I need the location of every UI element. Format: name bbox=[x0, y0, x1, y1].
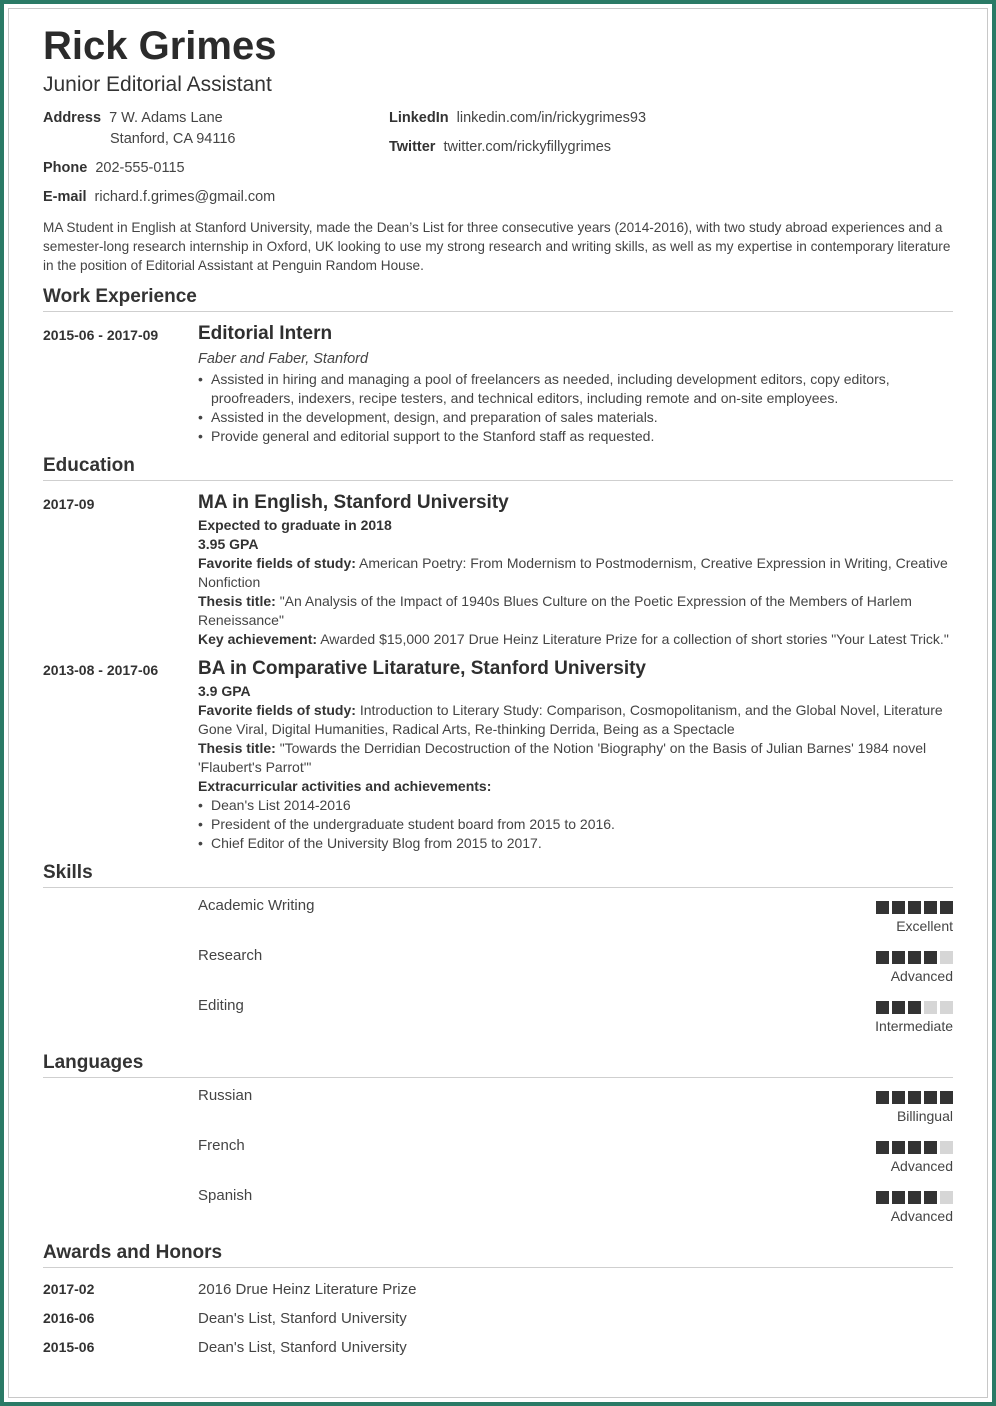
education-gpa bbox=[198, 682, 953, 701]
section-title-awards: Awards and Honors bbox=[43, 1241, 953, 1268]
language-level: Billingual bbox=[896, 1108, 953, 1124]
fields-value: Introduction to Literary Study: Comparison, Cosmopolitanism, and the Global Novel, Literature Gone Viral, Digital Humanities, Radical Arts, Re-thinking Derrida, Being as a Spectacle bbox=[198, 702, 943, 737]
skill-name: Academic Writing bbox=[198, 897, 315, 914]
education-thesis bbox=[198, 739, 953, 777]
rating-square-filled bbox=[908, 1001, 921, 1014]
linkedin-label: LinkedIn bbox=[389, 110, 449, 126]
address-line2: Stanford, CA 94116 bbox=[110, 131, 236, 147]
twitter-value[interactable]: twitter.com/rickyfillygrimes bbox=[443, 139, 612, 155]
gpa-text: 3.9 GPA bbox=[198, 683, 251, 699]
section-title-work: Work Experience bbox=[43, 285, 953, 312]
address-row bbox=[43, 108, 223, 129]
rating-square-filled bbox=[892, 1001, 905, 1014]
rating-square-filled bbox=[908, 901, 921, 914]
fields-label: Favorite fields of study: bbox=[198, 555, 356, 571]
languages-list bbox=[43, 1087, 953, 1237]
awards-list bbox=[43, 1281, 953, 1368]
phone-value: 202-555-0115 bbox=[95, 160, 185, 176]
education-entry-ba bbox=[43, 657, 953, 853]
skill-rating bbox=[873, 1001, 953, 1014]
rating-square-filled bbox=[876, 901, 889, 914]
education-extra-label bbox=[198, 777, 953, 796]
rating-square-filled bbox=[908, 1141, 921, 1154]
skill-level: Advanced bbox=[890, 968, 953, 984]
skill-level: Intermediate bbox=[875, 1018, 953, 1034]
skill-rating bbox=[873, 951, 953, 964]
skill-rating bbox=[873, 901, 953, 914]
rating-square-filled bbox=[908, 951, 921, 964]
education-entry-ma bbox=[43, 491, 953, 649]
language-name: French bbox=[198, 1137, 245, 1154]
work-entry-date: 2015-06 - 2017-09 bbox=[43, 327, 159, 343]
rating-square-empty bbox=[924, 1001, 937, 1014]
resume-page bbox=[43, 24, 953, 1368]
award-row bbox=[43, 1339, 953, 1368]
achievement-value: Awarded $15,000 2017 Drue Heinz Literature Prize for a collection of short stories "Your Latest Trick." bbox=[320, 631, 949, 647]
email-label: E-mail bbox=[43, 189, 87, 205]
education-expected bbox=[198, 516, 953, 535]
candidate-role: Junior Editorial Assistant bbox=[43, 73, 272, 96]
summary-text: MA Student in English at Stanford University, made the Dean’s List for three consecutive years (2014-2016), with two study abroad experiences and a semester-long research internship in Oxford, UK looking to use my strong research and writing skills, as well as my expertise in contemporary literature in the position of Editorial Assistant at Penguin Random House. bbox=[43, 220, 951, 273]
linkedin-row bbox=[389, 108, 646, 129]
rating-square-empty bbox=[940, 951, 953, 964]
rating-square-filled bbox=[892, 1141, 905, 1154]
education-extra-bullets bbox=[198, 796, 953, 853]
rating-square-empty bbox=[940, 1191, 953, 1204]
work-entry-bullets bbox=[198, 370, 953, 446]
education-thesis bbox=[198, 592, 953, 630]
fields-value: American Poetry: From Modernism to Postmodernism, Creative Expression in Writing, Creative Nonfiction bbox=[198, 555, 948, 590]
phone-row bbox=[43, 158, 185, 179]
contact-block bbox=[43, 108, 953, 218]
rating-square-filled bbox=[876, 1091, 889, 1104]
email-row bbox=[43, 187, 275, 208]
rating-square-filled bbox=[940, 901, 953, 914]
phone-label: Phone bbox=[43, 160, 88, 176]
address-line1: 7 W. Adams Lane bbox=[109, 110, 223, 126]
list-item: • Chief Editor of the University Blog from 2015 to 2017. bbox=[198, 834, 953, 853]
language-rating bbox=[873, 1191, 953, 1204]
rating-square-filled bbox=[876, 951, 889, 964]
list-item: • Provide general and editorial support to the Stanford staff as requested. bbox=[198, 427, 953, 446]
rating-square-filled bbox=[908, 1191, 921, 1204]
language-row bbox=[43, 1187, 953, 1237]
award-row bbox=[43, 1310, 953, 1339]
fields-label: Favorite fields of study: bbox=[198, 702, 356, 718]
skill-name: Editing bbox=[198, 997, 244, 1014]
extra-label: Extracurricular activities and achievements: bbox=[198, 778, 492, 794]
rating-square-filled bbox=[924, 1091, 937, 1104]
rating-square-filled bbox=[924, 1191, 937, 1204]
address-label: Address bbox=[43, 110, 102, 126]
gpa-text: 3.95 GPA bbox=[198, 536, 259, 552]
work-entry-position: Editorial Intern bbox=[198, 323, 333, 344]
language-level: Advanced bbox=[890, 1208, 953, 1224]
education-degree: BA in Comparative Litarature, Stanford University bbox=[198, 658, 647, 679]
linkedin-value[interactable]: linkedin.com/in/rickygrimes93 bbox=[456, 110, 647, 126]
thesis-value: "An Analysis of the Impact of 1940s Blues Culture on the Poetic Expression of the Members of Harlem Reneissance" bbox=[198, 593, 912, 628]
section-title-skills: Skills bbox=[43, 861, 953, 888]
rating-square-filled bbox=[892, 1091, 905, 1104]
award-date: 2015-06 bbox=[43, 1339, 95, 1355]
education-entry-body bbox=[198, 657, 953, 853]
language-rating bbox=[873, 1091, 953, 1104]
work-entry-company: Faber and Faber, Stanford bbox=[198, 351, 369, 367]
language-name: Russian bbox=[198, 1087, 253, 1104]
award-text: Dean's List, Stanford University bbox=[198, 1339, 407, 1356]
thesis-value: "Towards the Derridian Decostruction of the Notion 'Biography' on the Basis of Julian Barnes' 1984 novel 'Flaubert's Parrot'" bbox=[198, 740, 927, 775]
rating-square-empty bbox=[940, 1001, 953, 1014]
address-row-2 bbox=[110, 129, 236, 150]
award-date: 2017-02 bbox=[43, 1281, 95, 1297]
email-value[interactable]: richard.f.grimes@gmail.com bbox=[94, 189, 276, 205]
education-entry-date: 2013-08 - 2017-06 bbox=[43, 662, 159, 678]
rating-square-filled bbox=[876, 1191, 889, 1204]
rating-square-filled bbox=[892, 951, 905, 964]
section-title-education: Education bbox=[43, 454, 953, 481]
award-row bbox=[43, 1281, 953, 1310]
rating-square-filled bbox=[940, 1091, 953, 1104]
rating-square-filled bbox=[924, 901, 937, 914]
award-date: 2016-06 bbox=[43, 1310, 95, 1326]
education-achievement bbox=[198, 630, 953, 649]
language-level: Advanced bbox=[890, 1158, 953, 1174]
skill-row bbox=[43, 947, 953, 997]
award-text: Dean's List, Stanford University bbox=[198, 1310, 407, 1327]
rating-square-filled bbox=[876, 1141, 889, 1154]
language-rating bbox=[873, 1141, 953, 1154]
list-item: • Assisted in hiring and managing a pool of freelancers as needed, including development editors, copy editors, proofreaders, indexers, recipe testers, and technical editors, including remote and on-site employees. bbox=[198, 370, 953, 408]
rating-square-filled bbox=[924, 1141, 937, 1154]
skill-level: Excellent bbox=[896, 918, 953, 934]
rating-square-filled bbox=[908, 1091, 921, 1104]
work-entry-body bbox=[198, 322, 953, 446]
twitter-row bbox=[389, 137, 611, 158]
language-row bbox=[43, 1137, 953, 1187]
rating-square-empty bbox=[940, 1141, 953, 1154]
award-text: 2016 Drue Heinz Literature Prize bbox=[198, 1281, 417, 1298]
education-fields bbox=[198, 701, 953, 739]
education-gpa bbox=[198, 535, 953, 554]
rating-square-filled bbox=[892, 1191, 905, 1204]
education-degree: MA in English, Stanford University bbox=[198, 492, 509, 513]
skills-list bbox=[43, 897, 953, 1047]
education-fields bbox=[198, 554, 953, 592]
thesis-label: Thesis title: bbox=[198, 740, 276, 756]
list-item: • President of the undergraduate student board from 2015 to 2016. bbox=[198, 815, 953, 834]
rating-square-filled bbox=[892, 901, 905, 914]
skill-name: Research bbox=[198, 947, 263, 964]
list-item: • Assisted in the development, design, and preparation of sales materials. bbox=[198, 408, 953, 427]
expected-text: Expected to graduate in 2018 bbox=[198, 517, 392, 533]
skill-row bbox=[43, 997, 953, 1047]
education-entry-date: 2017-09 bbox=[43, 496, 95, 512]
rating-square-filled bbox=[924, 951, 937, 964]
thesis-label: Thesis title: bbox=[198, 593, 276, 609]
language-name: Spanish bbox=[198, 1187, 253, 1204]
twitter-label: Twitter bbox=[389, 139, 436, 155]
achievement-label: Key achievement: bbox=[198, 631, 318, 647]
rating-square-filled bbox=[876, 1001, 889, 1014]
work-entry bbox=[43, 322, 953, 446]
education-entry-body bbox=[198, 491, 953, 649]
candidate-name: Rick Grimes bbox=[43, 24, 277, 68]
section-title-languages: Languages bbox=[43, 1051, 953, 1078]
language-row bbox=[43, 1087, 953, 1137]
list-item: • Dean's List 2014-2016 bbox=[198, 796, 953, 815]
skill-row bbox=[43, 897, 953, 947]
